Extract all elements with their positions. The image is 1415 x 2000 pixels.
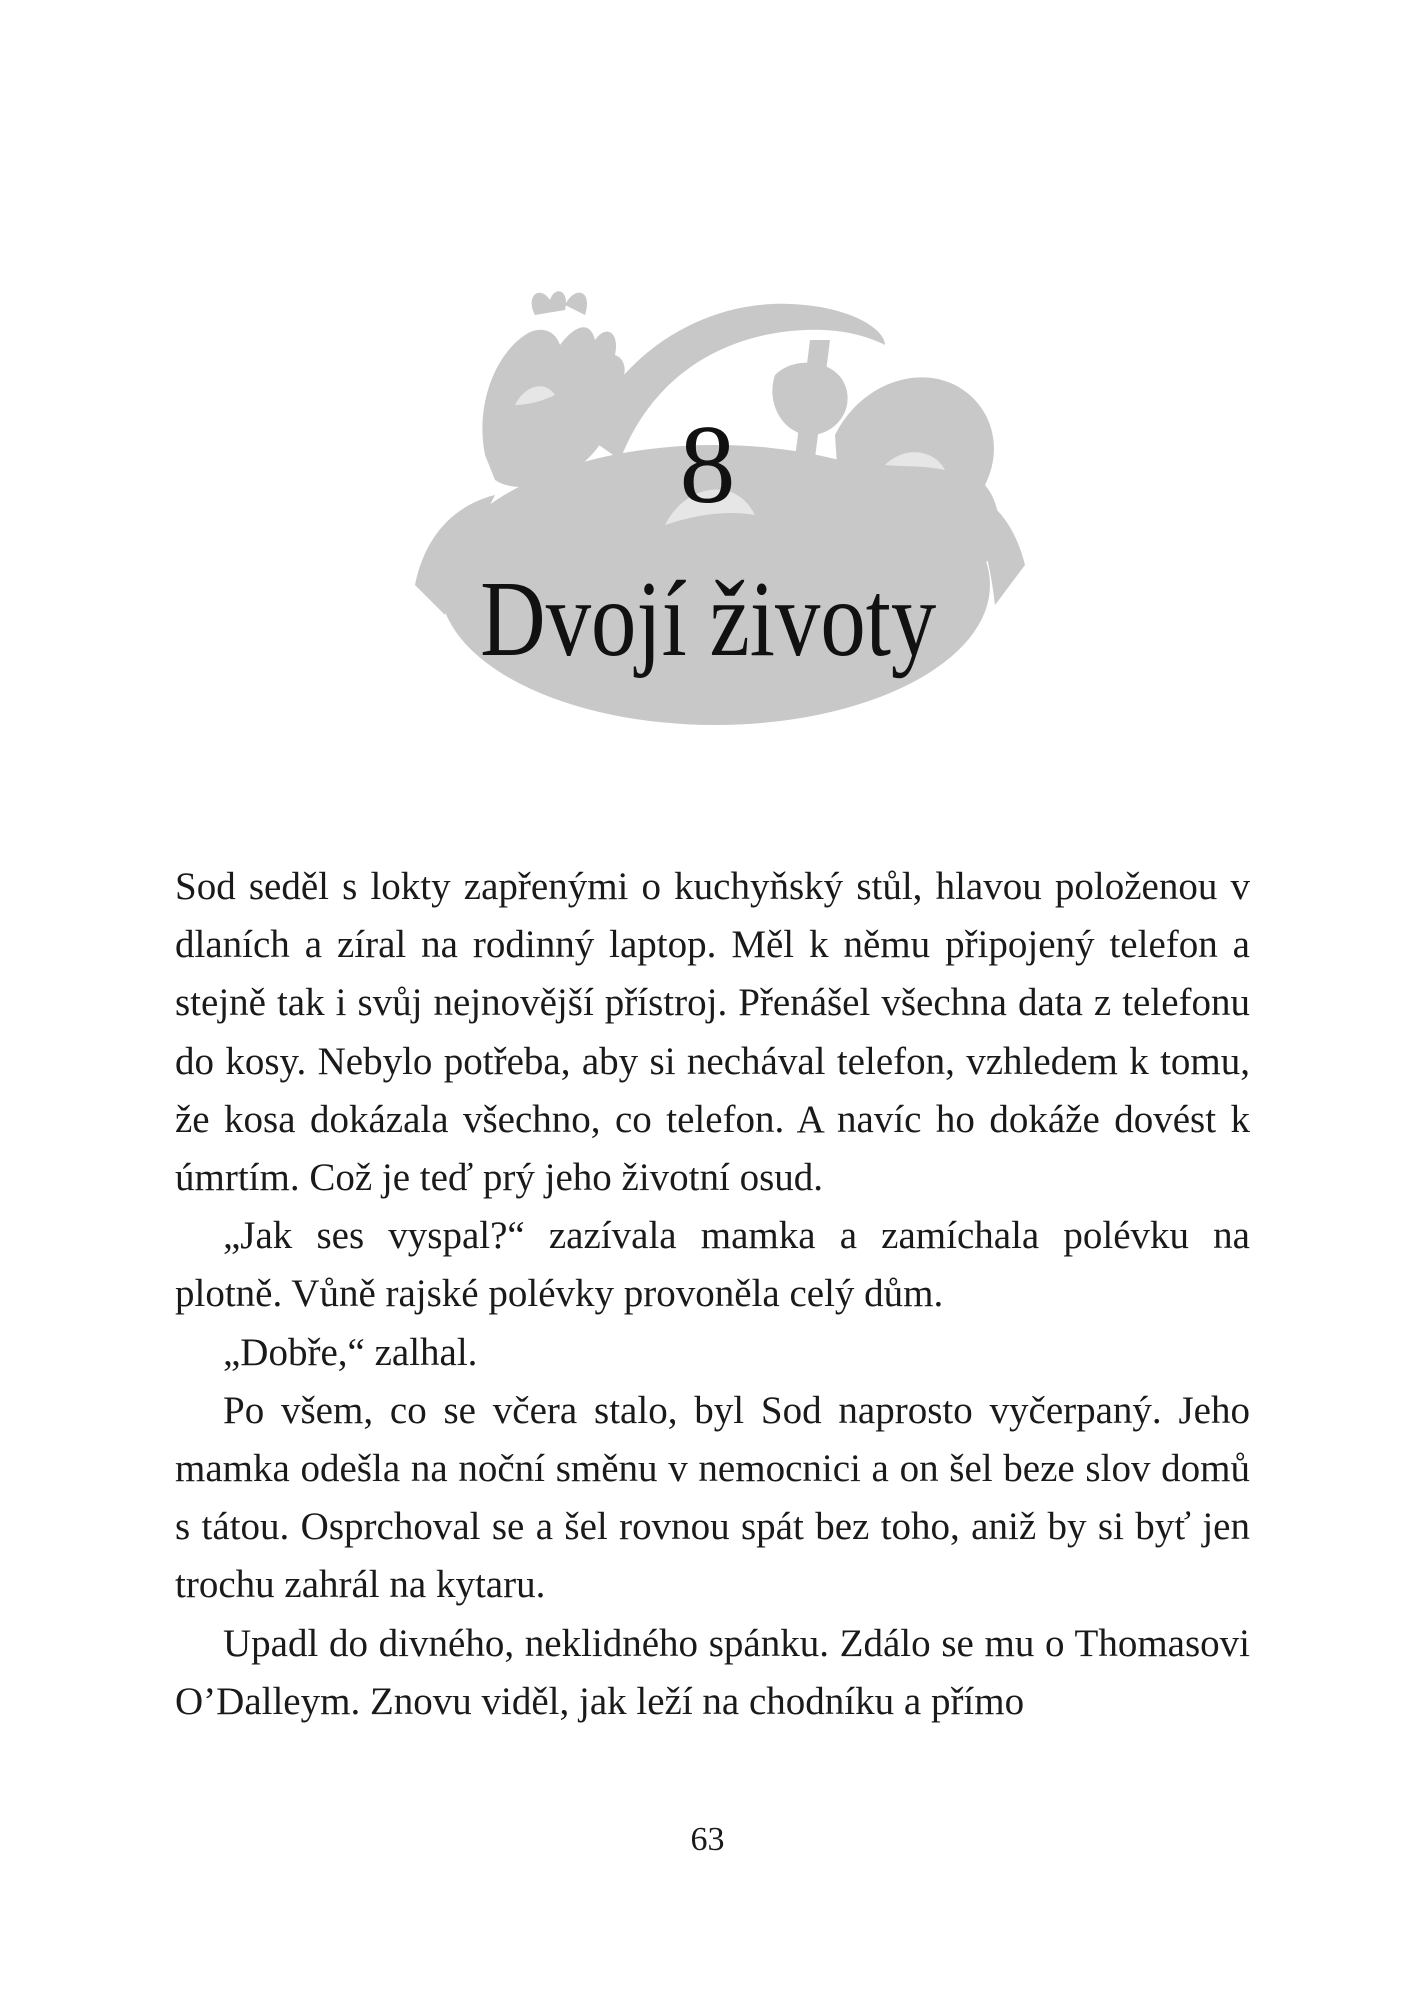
paragraph-2: „Jak ses vyspal?“ zazívala mamka a zamíchala polévku na plotně. Vůně rajské polévky provoněla celý dům. <box>175 1214 1250 1316</box>
paragraph-3: „Dobře,“ zalhal. <box>223 1330 478 1374</box>
chapter-title: Dvojí životy <box>480 560 937 679</box>
paragraph-5: Upadl do divného, neklidného spánku. Zdálo se mu o Thomasovi O’Dalleym. Znovu viděl, jak leží na chodníku a přímo <box>175 1621 1250 1723</box>
page-number: 63 <box>690 1821 725 1858</box>
body-text <box>175 858 1250 1731</box>
chapter-number: 8 <box>679 403 736 527</box>
paragraph-1: Sod seděl s lokty zapřenými o kuchyňský stůl, hlavou položenou v dlaních a zíral na rodinný laptop. Měl k němu připojený telefon a stejně tak i svůj nejnovější přístroj. Přenášel všechna data z telefonu do kosy. Nebylo potřeba, aby si nechával telefon, vzhledem k tomu, že kosa dokázala všechno, co telefon. A navíc ho dokáže dovést k úmrtím. Což je teď prý jeho životní osud. <box>175 865 1250 1200</box>
paragraph-4: Po všem, co se včera stalo, byl Sod naprosto vyčerpaný. Jeho mamka odešla na noční směnu v nemocnici a on šel beze slov domů s tátou. Osprchoval se a šel rovnou spát bez toho, aniž by si byť jen trochu zahrál na kytaru. <box>175 1388 1250 1607</box>
